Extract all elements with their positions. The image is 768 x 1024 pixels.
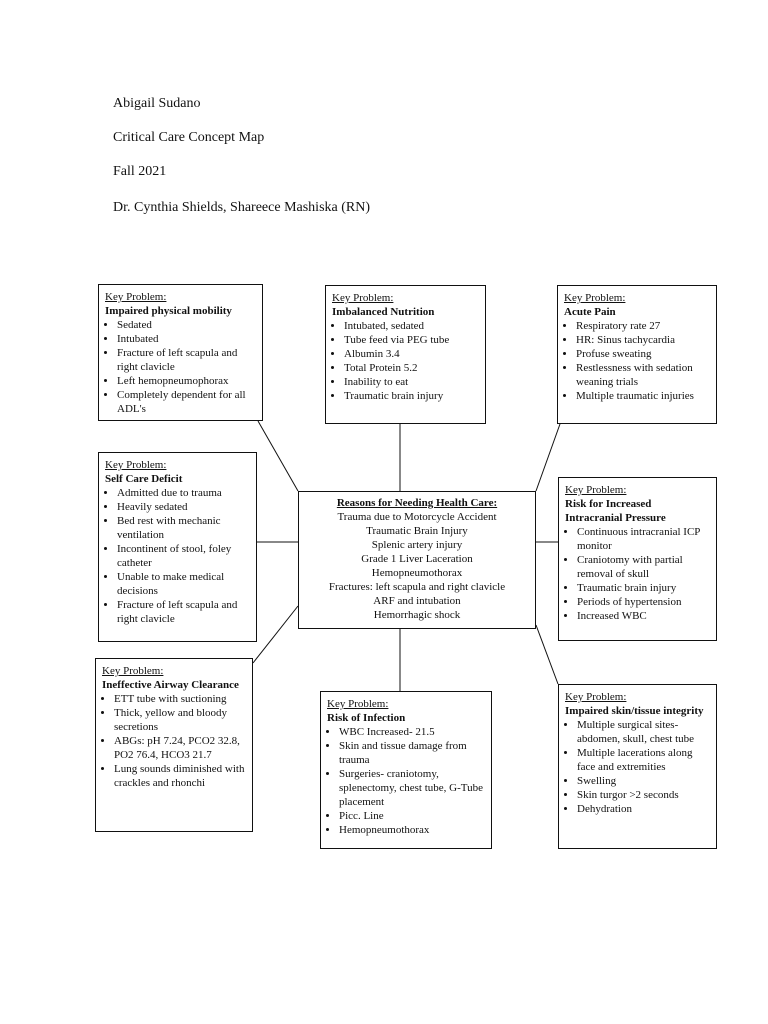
center-line: Fractures: left scapula and right clavicle xyxy=(328,581,506,593)
key-problem-skin xyxy=(558,684,717,849)
list-item: • Total Protein 5.2 xyxy=(344,361,479,375)
list-item: • WBC Increased- 21.5 xyxy=(339,725,485,739)
key-problem-pain xyxy=(557,285,717,424)
reasons-for-health-care xyxy=(298,491,536,629)
list-item: • Picc. Line xyxy=(339,809,485,823)
key-problem-title: Risk for Increased Intracranial Pressure xyxy=(565,498,666,524)
list-item: • Multiple lacerations along face and extremities xyxy=(577,746,710,774)
key-problem-label: Key Problem: xyxy=(105,459,167,471)
key-problem-label: Key Problem: xyxy=(327,698,389,710)
key-problem-mobility xyxy=(98,284,263,421)
list-item: • HR: Sinus tachycardia xyxy=(576,333,710,347)
list-item: • Craniotomy with partial removal of skull xyxy=(577,553,710,581)
problem-list xyxy=(105,318,256,416)
connector-airway xyxy=(253,606,298,663)
list-item: • Fracture of left scapula and right clavicle xyxy=(117,346,256,374)
list-item: • Dehydration xyxy=(577,802,710,816)
list-item: • Swelling xyxy=(577,774,710,788)
problem-list xyxy=(102,692,246,790)
key-problem-label: Key Problem: xyxy=(564,292,626,304)
list-item: • Traumatic brain injury xyxy=(577,581,710,595)
key-problem-title: Imbalanced Nutrition xyxy=(332,306,435,318)
connector-pain xyxy=(536,424,560,491)
list-item: • Incontinent of stool, foley catheter xyxy=(117,542,250,570)
document-title: Critical Care Concept Map xyxy=(113,130,265,145)
problem-list xyxy=(564,319,710,403)
list-item: • Surgeries- craniotomy, splenectomy, chest tube, G-Tube placement xyxy=(339,767,485,809)
list-item: • Respiratory rate 27 xyxy=(576,319,710,333)
problem-list xyxy=(332,319,479,403)
key-problem-title: Impaired physical mobility xyxy=(105,305,232,317)
list-item: • Heavily sedated xyxy=(117,500,250,514)
center-line: Hemopneumothorax xyxy=(371,567,463,579)
author-name: Abigail Sudano xyxy=(113,96,201,111)
list-item: • Fracture of left scapula and right clavicle xyxy=(117,598,250,626)
list-item: • Skin turgor >2 seconds xyxy=(577,788,710,802)
center-line: Hemorrhagic shock xyxy=(373,609,461,621)
list-item: • Hemopneumothorax xyxy=(339,823,485,837)
list-item: • Multiple surgical sites- abdomen, skull, chest tube xyxy=(577,718,710,746)
key-problem-title: Ineffective Airway Clearance xyxy=(102,679,239,691)
list-item: • Skin and tissue damage from trauma xyxy=(339,739,485,767)
problem-list xyxy=(327,725,485,837)
key-problem-label: Key Problem: xyxy=(565,691,627,703)
problem-list xyxy=(565,718,710,816)
key-problem-icp xyxy=(558,477,717,641)
list-item: • Sedated xyxy=(117,318,256,332)
connector-mobility xyxy=(258,421,298,491)
center-line: Grade 1 Liver Laceration xyxy=(361,553,473,565)
key-problem-airway xyxy=(95,658,253,832)
list-item: • Lung sounds diminished with crackles and rhonchi xyxy=(114,762,246,790)
list-item: • Restlessness with sedation weaning trials xyxy=(576,361,710,389)
list-item: • Continuous intracranial ICP monitor xyxy=(577,525,710,553)
key-problem-title: Self Care Deficit xyxy=(105,473,183,485)
key-problem-nutrition xyxy=(325,285,486,424)
list-item: • Left hemopneumophorax xyxy=(117,374,256,388)
key-problem-label: Key Problem: xyxy=(565,484,627,496)
connector-skin xyxy=(536,625,558,684)
center-line: ARF and intubation xyxy=(373,595,461,607)
list-item: • Intubated xyxy=(117,332,256,346)
center-line: Traumatic Brain Injury xyxy=(366,525,468,537)
center-line: Trauma due to Motorcycle Accident xyxy=(337,511,497,523)
list-item: • Periods of hypertension xyxy=(577,595,710,609)
key-problem-title: Impaired skin/tissue integrity xyxy=(565,705,704,717)
list-item: • Thick, yellow and bloody secretions xyxy=(114,706,246,734)
list-item: • Tube feed via PEG tube xyxy=(344,333,479,347)
list-item: • ABGs: pH 7.24, PCO2 32.8, PO2 76.4, HCO3 21.7 xyxy=(114,734,246,762)
instructors: Dr. Cynthia Shields, Shareece Mashiska (RN) xyxy=(113,200,371,215)
list-item: • Completely dependent for all ADL's xyxy=(117,388,256,416)
problem-list xyxy=(105,486,250,626)
list-item: • Traumatic brain injury xyxy=(344,389,479,403)
problem-list xyxy=(565,525,710,623)
list-item: • Albumin 3.4 xyxy=(344,347,479,361)
list-item: • Bed rest with mechanic ventilation xyxy=(117,514,250,542)
list-item: • Profuse sweating xyxy=(576,347,710,361)
term: Fall 2021 xyxy=(113,164,167,179)
key-problem-selfcare xyxy=(98,452,257,642)
list-item: • Admitted due to trauma xyxy=(117,486,250,500)
center-title: Reasons for Needing Health Care: xyxy=(336,497,498,509)
key-problem-label: Key Problem: xyxy=(105,291,167,303)
list-item: • ETT tube with suctioning xyxy=(114,692,246,706)
list-item: • Increased WBC xyxy=(577,609,710,623)
center-line: Splenic artery injury xyxy=(371,539,463,551)
list-item: • Multiple traumatic injuries xyxy=(576,389,710,403)
key-problem-label: Key Problem: xyxy=(332,292,394,304)
key-problem-title: Acute Pain xyxy=(564,306,616,318)
list-item: • Intubated, sedated xyxy=(344,319,479,333)
list-item: • Unable to make medical decisions xyxy=(117,570,250,598)
list-item: • Inability to eat xyxy=(344,375,479,389)
key-problem-infection xyxy=(320,691,492,849)
key-problem-label: Key Problem: xyxy=(102,665,164,677)
key-problem-title: Risk of Infection xyxy=(327,712,406,724)
